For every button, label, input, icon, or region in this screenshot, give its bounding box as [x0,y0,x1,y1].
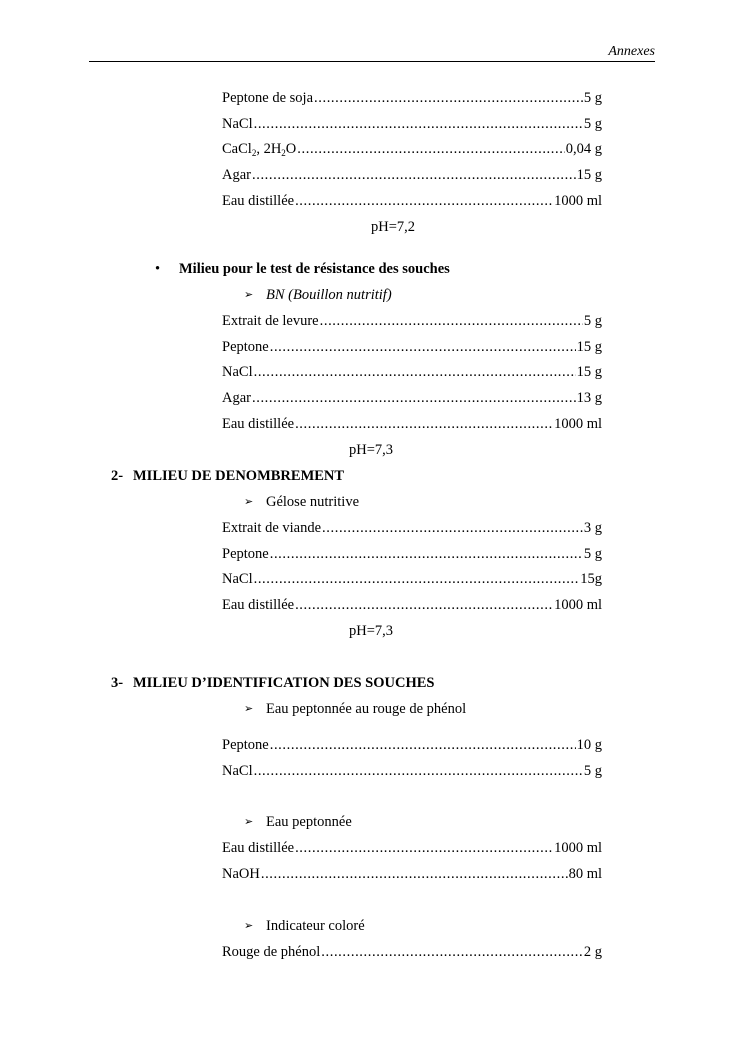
ingredient-value: 5 g [583,763,602,779]
ingredient-name: NaOH [222,866,260,882]
ingredient-value: 1000 ml [554,840,602,856]
page-header [89,44,655,62]
bullet-icon: • [155,261,161,277]
ingredient-value: 5 g [583,546,602,562]
leader-dots [252,389,576,407]
ingredient-value: 5 g [583,313,602,329]
ingredient-name: NaCl [222,763,253,779]
ingredient-name: NaCl [222,116,253,132]
ingredient-name: Eau distillée [222,193,295,209]
ingredient-name: Peptone de soja [222,90,314,106]
ingredient-value: 5 g [583,116,602,132]
leader-dots [270,545,583,563]
leader-dots [295,596,553,614]
leader-dots [270,338,576,356]
leader-dots [254,570,580,588]
ingredient-name: Agar [222,167,251,183]
ph-value: pH=7,2 [371,219,416,235]
arrow-bullet-icon: ➢ [244,816,254,828]
ingredient-name: CaCl$_2$, $2H_2O$ [222,141,297,158]
header-label: Annexes [608,44,655,59]
ingredient-line [222,596,602,614]
section-title: MILIEU D’IDENTIFICATION DES SOUCHES [133,675,435,691]
section-heading [111,674,434,692]
arrow-bullet-icon: ➢ [244,289,254,301]
leader-dots [322,519,583,537]
leader-dots [261,865,568,883]
section-heading [111,467,344,485]
ingredient-name: Peptone [222,546,269,562]
ingredient-value: 1000 ml [554,193,602,209]
ingredient-name: Rouge de phénol [222,944,321,960]
medium-title: Eau peptonnée au rouge de phénol [266,701,467,717]
ingredient-line [222,140,602,158]
ingredient-value: 2 g [583,944,602,960]
ingredient-line [222,166,602,184]
ingredient-line [222,570,602,588]
medium-title: Indicateur coloré [266,918,365,934]
ingredient-value: 15 g [576,167,602,183]
medium-title: Eau peptonnée [266,814,352,830]
leader-dots [295,192,553,210]
ingredient-value: 3 g [583,520,602,536]
ingredient-name: Eau distillée [222,597,295,613]
ingredient-name: Peptone [222,339,269,355]
ingredient-value: 5 g [583,90,602,106]
ingredient-name: NaCl [222,364,253,380]
subsection-title: Milieu pour le test de résistance des souches [179,261,450,277]
ingredient-name: Extrait de viande [222,520,322,536]
ingredient-name: NaCl [222,571,253,587]
section-number: 2- [111,468,124,484]
arrow-bullet-icon: ➢ [244,703,254,715]
leader-dots [254,115,583,133]
ingredient-line [222,192,602,210]
ingredient-value: 80 ml [568,866,602,882]
section-number: 3- [111,675,124,691]
ingredient-line [222,312,602,330]
leader-dots [254,363,576,381]
arrow-bullet-icon: ➢ [244,496,254,508]
ingredient-name: Peptone [222,737,269,753]
medium-title: Gélose nutritive [266,494,360,510]
arrow-bullet-icon: ➢ [244,920,254,932]
leader-dots [297,140,564,158]
leader-dots [254,762,583,780]
ingredient-line [222,762,602,780]
leader-dots [295,415,553,433]
ingredient-line [222,545,602,563]
ingredient-line [222,338,602,356]
medium-title: BN (Bouillon nutritif) [266,287,392,303]
ingredient-name: Eau distillée [222,840,295,856]
ingredient-value: 1000 ml [554,416,602,432]
ingredient-name: Extrait de levure [222,313,319,329]
leader-dots [295,839,553,857]
ingredient-name: Agar [222,390,251,406]
section-title: MILIEU DE DENOMBREMENT [133,468,345,484]
ingredient-value: 15 g [576,339,602,355]
leader-dots [320,312,583,330]
ingredient-line [222,736,602,754]
ingredient-value: 15g [580,571,602,587]
ingredient-value: 0,04 g [565,141,602,157]
ingredient-line [222,519,602,537]
ingredient-line [222,389,602,407]
ph-value: pH=7,3 [349,442,394,458]
ingredient-name: Eau distillée [222,416,295,432]
ingredient-line [222,115,602,133]
ingredient-value: 13 g [576,390,602,406]
leader-dots [314,89,583,107]
ingredient-line [222,943,602,961]
ingredient-line [222,415,602,433]
ingredient-line [222,839,602,857]
ingredient-value: 10 g [576,737,602,753]
ingredient-value: 15 g [576,364,602,380]
ingredient-line [222,89,602,107]
leader-dots [252,166,576,184]
ph-value: pH=7,3 [349,623,394,639]
leader-dots [270,736,576,754]
ingredient-value: 1000 ml [554,597,602,613]
ingredient-line [222,363,602,381]
ingredient-line [222,865,602,883]
leader-dots [321,943,583,961]
